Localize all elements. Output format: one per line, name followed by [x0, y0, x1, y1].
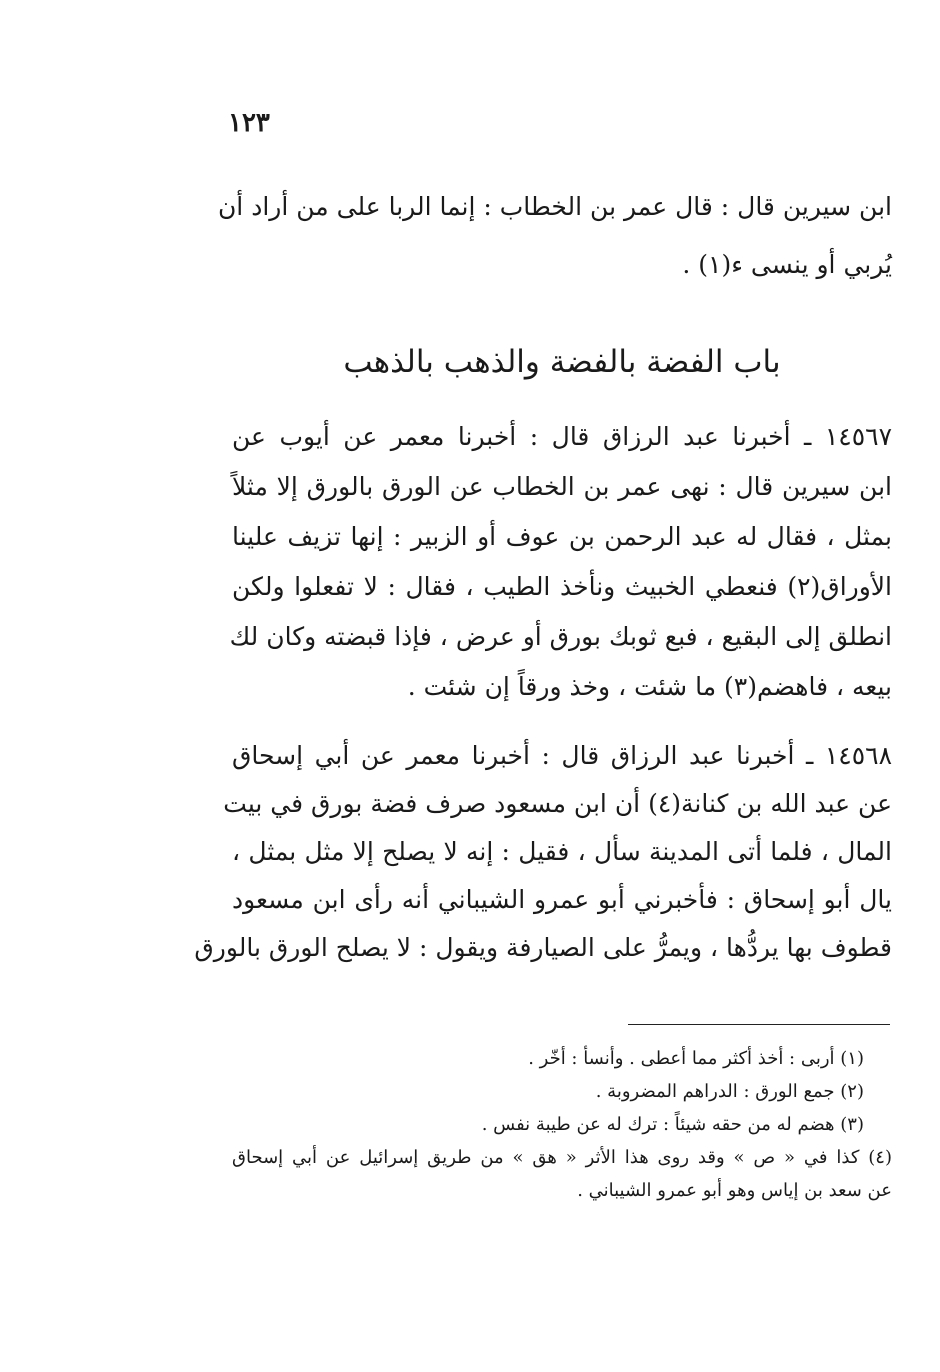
hadith-14568 — [194, 732, 892, 972]
footnote-4: (٤) كذا في « ص » وقد روى هذا الأثر « هق » من طريق إسرائيل عن أبي إسحاق — [232, 1147, 892, 1168]
intro-line: يُربي أو ينسى ء(١) . — [682, 250, 892, 279]
page-number: ١٢٣ — [228, 108, 270, 138]
hadith-line: انطلق إلى البقيع ، فبع ثوبك بورق أو عرض ، فإذا قبضته وكان لك — [229, 622, 892, 651]
chapter-title: باب الفضة بالفضة والذهب بالذهب — [343, 344, 781, 380]
hadith-line: ابن سيرين قال : نهى عمر بن الخطاب عن الورق بالورق إلا مثلاً — [232, 472, 892, 501]
intro-line: ابن سيرين قال : قال عمر بن الخطاب : إنما الربا على من أراد أن — [217, 192, 892, 221]
footnotes — [232, 1042, 892, 1207]
footnote-1: (١) أربى : أخذ أكثر مما أعطى . وأنسأ : أخّر . — [528, 1048, 864, 1069]
hadith-line: ١٤٥٦٧ ـ أخبرنا عبد الرزاق قال : أخبرنا معمر عن أيوب عن — [232, 422, 892, 451]
footnote-divider — [628, 1024, 890, 1025]
hadith-line: قطوف بها يردُّها ، ويمرُّ على الصيارفة ويقول : لا يصلح الورق بالورق — [194, 933, 892, 962]
hadith-line: يال أبو إسحاق : فأخبرني أبو عمرو الشيباني أنه رأى ابن مسعود — [232, 885, 892, 914]
hadith-line: المال ، فلما أتى المدينة سأل ، فقيل : إنه لا يصلح إلا مثل بمثل ، — [232, 837, 892, 866]
hadith-line: عن عبد الله بن كنانة(٤) أن ابن مسعود صرف فضة بورق في بيت — [223, 789, 892, 818]
hadith-14567 — [229, 412, 892, 712]
intro-paragraph — [217, 178, 892, 294]
footnote-3: (٣) هضم له من حقه شيئاً : ترك له عن طيبة نفس . — [481, 1114, 864, 1135]
hadith-line: ١٤٥٦٨ ـ أخبرنا عبد الرزاق قال : أخبرنا معمر عن أبي إسحاق — [232, 741, 892, 770]
footnote-2: (٢) جمع الورق : الدراهم المضروبة . — [595, 1081, 864, 1102]
footnote-4-continuation: عن سعد بن إياس وهو أبو عمرو الشيباني . — [577, 1180, 892, 1201]
hadith-line: بمثل ، فقال له عبد الرحمن بن عوف أو الزبير : إنها تزيف علينا — [232, 522, 892, 551]
hadith-line: الأوراق(٢) فنعطي الخبيث ونأخذ الطيب ، فقال : لا تفعلوا ولكن — [232, 572, 892, 601]
hadith-line: بيعه ، فاهضم(٣) ما شئت ، وخذ ورقاً إن شئت . — [407, 672, 892, 701]
